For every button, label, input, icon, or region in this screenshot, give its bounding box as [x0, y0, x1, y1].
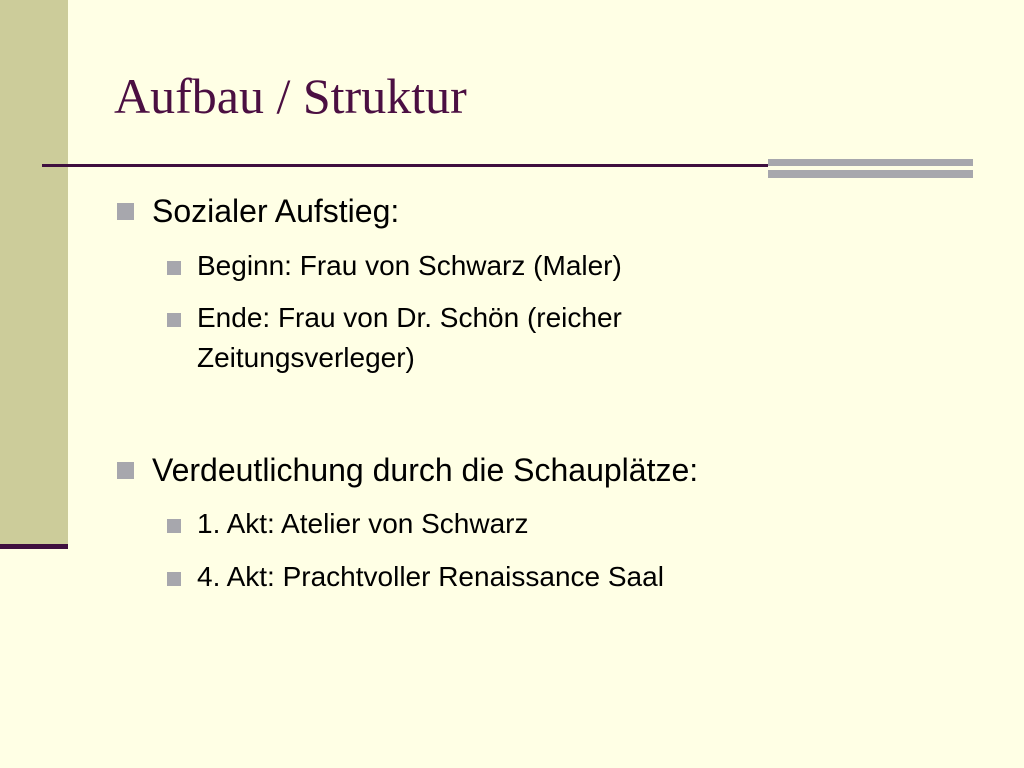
sub-bullet-line: 4. Akt: Prachtvoller Renaissance Saal: [197, 561, 664, 592]
square-bullet-icon: [167, 519, 181, 533]
sub-bullet-text: [197, 557, 664, 597]
sub-bullet-text: [197, 246, 622, 286]
sub-bullet-line: Zeitungsverleger): [197, 342, 415, 373]
square-bullet-icon: [167, 313, 181, 327]
square-bullet-icon: [117, 203, 134, 220]
slide-title: Aufbau / Struktur: [114, 68, 467, 124]
sub-bullet-text: [197, 504, 529, 544]
bullet-text: Verdeutlichung durch die Schauplätze:: [152, 452, 699, 488]
square-bullet-icon: [167, 572, 181, 586]
sub-bullet-text: [197, 298, 622, 378]
sub-bullet-line: Beginn: Frau von Schwarz (Maler): [197, 250, 622, 281]
sub-bullet-line: Ende: Frau von Dr. Schön (reicher: [197, 302, 622, 333]
square-bullet-icon: [167, 261, 181, 275]
sub-bullet-line: 1. Akt: Atelier von Schwarz: [197, 508, 529, 539]
bullet-text: Sozialer Aufstieg:: [152, 193, 400, 229]
square-bullet-icon: [117, 462, 134, 479]
